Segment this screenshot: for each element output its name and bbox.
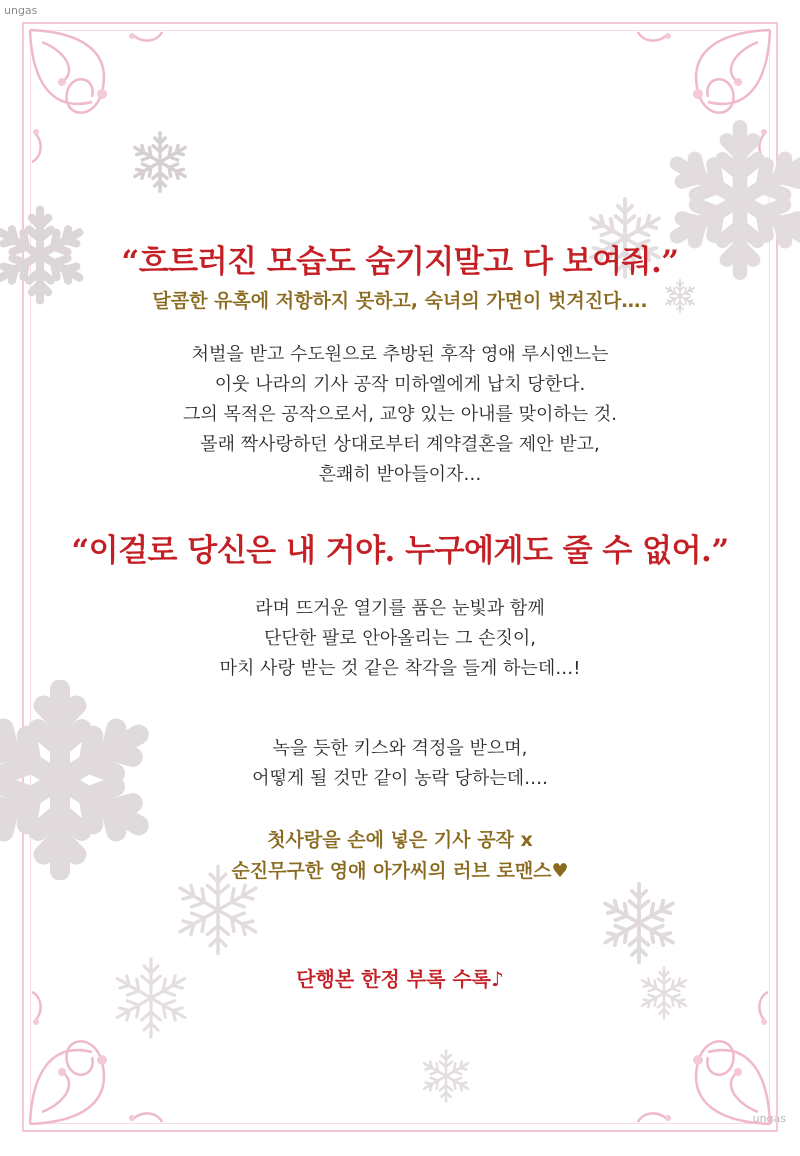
tagline-line: 순진무구한 영애 아가씨의 러브 로맨스♥	[231, 860, 569, 882]
story-line: 그의 목적은 공작으로서, 교양 있는 아내를 맞이하는 것.	[182, 404, 618, 425]
watermark-top: ungas	[4, 4, 38, 17]
tagline-line: 첫사랑을 손에 넣은 기사 공작 x	[267, 829, 533, 851]
paragraph-three-line: 어떻게 될 것만 같이 농락 당하는데….	[252, 768, 548, 789]
story-paragraph	[0, 340, 800, 490]
headline-quote: “흐트러진 모습도 숨기지말고 다 보여줘.”	[121, 244, 679, 280]
story-line: 흔쾌히 받아들이자…	[318, 464, 482, 485]
snowflake-icon	[596, 880, 682, 966]
second-quote: “이걸로 당신은 내 거야. 누구에게도 줄 수 없어.”	[71, 533, 729, 569]
paragraph-two-line: 단단한 팔로 안아올리는 그 손짓이,	[263, 628, 537, 649]
paragraph-three	[0, 734, 800, 794]
paragraph-two-line: 라며 뜨거운 열기를 품은 눈빛과 함께	[255, 598, 545, 619]
tagline	[0, 825, 800, 887]
headline-subtitle: 달콤한 유혹에 저항하지 못하고, 숙녀의 가면이 벗겨진다….	[152, 290, 648, 312]
story-line: 몰래 짝사랑하던 상대로부터 계약결혼을 제안 받고,	[200, 434, 600, 455]
snowflake-icon	[418, 1048, 474, 1104]
bonus-note: 단행본 한정 부록 수록♪	[296, 967, 504, 991]
paragraph-two-line: 마치 사랑 받는 것 같은 착각을 들게 하는데…!	[219, 658, 581, 679]
paragraph-three-line: 녹을 듯한 키스와 격정을 받으며,	[272, 738, 528, 759]
watermark-bottom: ungas	[752, 1112, 786, 1125]
story-line: 이웃 나라의 기사 공작 미하엘에게 납치 당한다.	[214, 374, 586, 395]
paragraph-two	[0, 594, 800, 684]
snowflake-icon	[128, 130, 192, 194]
story-line: 처벌을 받고 수도원으로 추방된 후작 영애 루시엔느는	[191, 344, 609, 365]
